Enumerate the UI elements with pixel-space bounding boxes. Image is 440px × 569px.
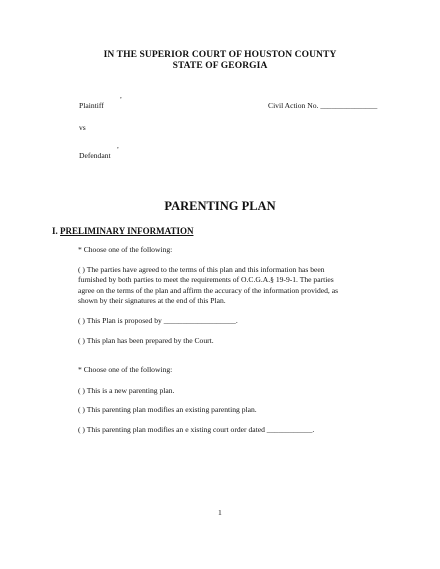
prepared-by-court-option: ( ) This plan has been prepared by the Court. [78,336,214,345]
section-title: PRELIMINARY INFORMATION [60,226,194,236]
versus-label: vs [79,123,86,132]
court-heading: IN THE SUPERIOR COURT OF HOUSTON COUNTY [103,50,337,60]
choose-instruction-1: * Choose one of the following: [78,245,173,254]
modifies-order-option: ( ) This parenting plan modifies an e xisting court order dated ____________. [78,425,315,434]
agreement-line-3: agree on the terms of the plan and affirm the accuracy of the information provided, as [78,286,339,295]
section-heading [52,226,193,236]
plaintiff-name-comma: , [120,92,122,100]
defendant-name-comma: , [117,142,119,150]
choose-instruction-2: * Choose one of the following: [78,365,173,374]
agreement-line-1: ( ) The parties have agreed to the terms of this plan and this information has been [78,265,325,274]
document-title: PARENTING PLAN [164,199,276,213]
new-plan-option: ( ) This is a new parenting plan. [78,386,175,395]
state-heading: STATE OF GEORGIA [172,61,268,71]
section-number: I. [52,226,58,236]
agreement-line-4: shown by their signatures at the end of this Plan. [78,296,226,305]
modifies-plan-option: ( ) This parenting plan modifies an existing parenting plan. [78,405,257,414]
plaintiff-label: Plaintiff [79,101,104,110]
proposed-by-option: ( ) This Plan is proposed by ___________________. [78,316,238,325]
civil-action-number: Civil Action No. _______________ [268,101,378,110]
page-number: 1 [218,508,222,517]
defendant-label: Defendant [79,151,111,160]
agreement-line-2: furnished by both parties to meet the requirements of O.C.G.A.§ 19-9-1. The parties [78,275,334,284]
